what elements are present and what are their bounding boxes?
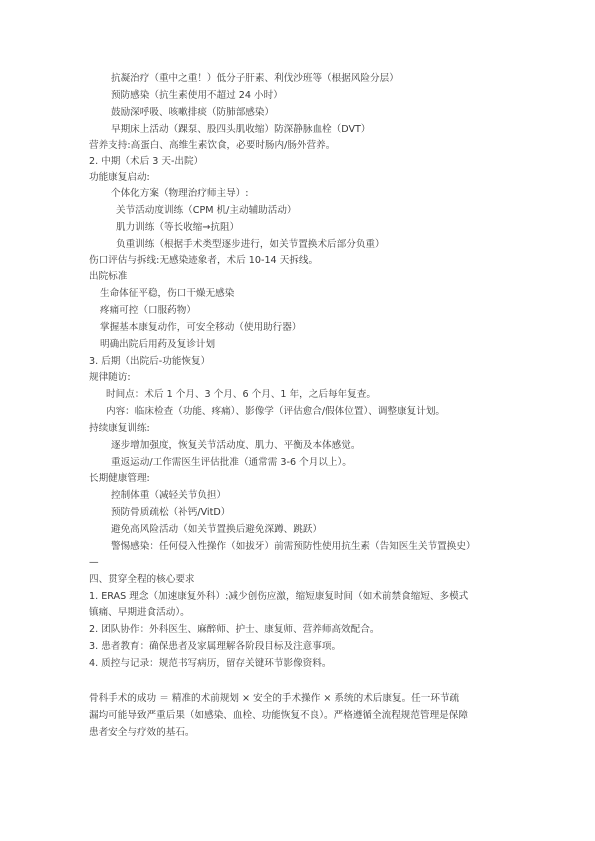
text-line: 负重训练（根据手术类型逐步进行，如关节置换术后部分负重）: [116, 239, 385, 250]
text-line: 营养支持:高蛋白、高维生素饮食，必要时肠内/肠外营养。: [89, 140, 336, 151]
text-line: 重返运动/工作需医生评估批准（通常需 3-6 个月以上）。: [111, 457, 352, 468]
section-heading: 四、贯穿全程的核心要求: [89, 574, 195, 585]
text-line: 关节活动度训练（CPM 机/主动辅助活动）: [116, 205, 297, 216]
text-line: 明确出院后用药及复诊计划: [100, 339, 216, 350]
text-line: 肌力训练（等长收缩→抗阻）: [116, 222, 240, 233]
text-line: 早期床上活动（踝泵、股四头肌收缩）防深静脉血栓（DVT）: [111, 124, 371, 135]
text-line: 内容：临床检查（功能、疼痛）、影像学（评估愈合/假体位置）、调整康复计划。: [106, 406, 446, 417]
text-line: 长期健康管理:: [89, 473, 150, 484]
text-line: 时间点：术后 1 个月、3 个月、6 个月、1 年，之后每年复查。: [106, 389, 376, 400]
text-line: 预防骨质疏松（补钙/VitD）: [111, 507, 231, 518]
summary-line: 漏均可能导致严重后果（如感染、血栓、功能恢复不良）。严格遵循全流程规范管理是保障: [89, 710, 468, 721]
text-line: 出院标准: [89, 271, 128, 282]
summary-line: 骨科手术的成功 ＝ 精准的术前规划 × 安全的手术操作 × 系统的术后康复。任一环节疏: [89, 693, 460, 704]
separator-dash: —: [89, 557, 99, 568]
text-line: 个体化方案（物理治疗师主导）:: [111, 188, 249, 199]
text-line: 抗凝治疗（重中之重！）低分子肝素、利伐沙班等（根据风险分层）: [111, 73, 399, 84]
section-heading: 3. 后期（出院后-功能恢复）: [89, 356, 211, 367]
text-line: 规律随访:: [89, 372, 131, 383]
text-line: 伤口评估与拆线:无感染迹象者，术后 10-14 天拆线。: [89, 255, 319, 266]
section-heading: 2. 中期（术后 3 天-出院）: [89, 156, 204, 167]
text-line: 控制体重（减轻关节负担）: [111, 490, 227, 501]
text-line: 功能康复启动:: [89, 172, 150, 183]
text-line: 逐步增加强度，恢复关节活动度、肌力、平衡及本体感觉。: [111, 440, 361, 451]
text-line: 3. 患者教育：确保患者及家属理解各阶段目标及注意事项。: [89, 641, 342, 652]
text-line: 鼓励深呼吸、咳嗽排痰（防肺部感染）: [111, 107, 275, 118]
text-line: 疼痛可控（口服药物）: [100, 305, 196, 316]
text-line: 避免高风险活动（如关节置换后避免深蹲、跳跃）: [111, 524, 323, 535]
text-line: 镇痛、早期进食活动）。: [89, 607, 190, 618]
text-line: 持续康复训练:: [89, 423, 150, 434]
text-line: 预防感染（抗生素使用不超过 24 小时）: [111, 90, 283, 101]
text-line: 掌握基本康复动作，可安全移动（使用助行器）: [100, 322, 302, 333]
text-line: 2. 团队协作：外科医生、麻醉师、护士、康复师、营养师高效配合。: [89, 624, 380, 635]
text-line: 4. 质控与记录：规范书写病历，留存关键环节影像资料。: [89, 658, 332, 669]
text-line: 警惕感染：任何侵入性操作（如拔牙）前需预防性使用抗生素（告知医生关节置换史）: [111, 541, 476, 552]
summary-line: 患者安全与疗效的基石。: [89, 727, 195, 738]
text-line: 1. ERAS 理念（加速康复外科）:减少创伤应激，缩短康复时间（如术前禁食缩短、多模式: [89, 591, 469, 602]
text-line: 生命体征平稳，伤口干燥无感染: [100, 288, 235, 299]
